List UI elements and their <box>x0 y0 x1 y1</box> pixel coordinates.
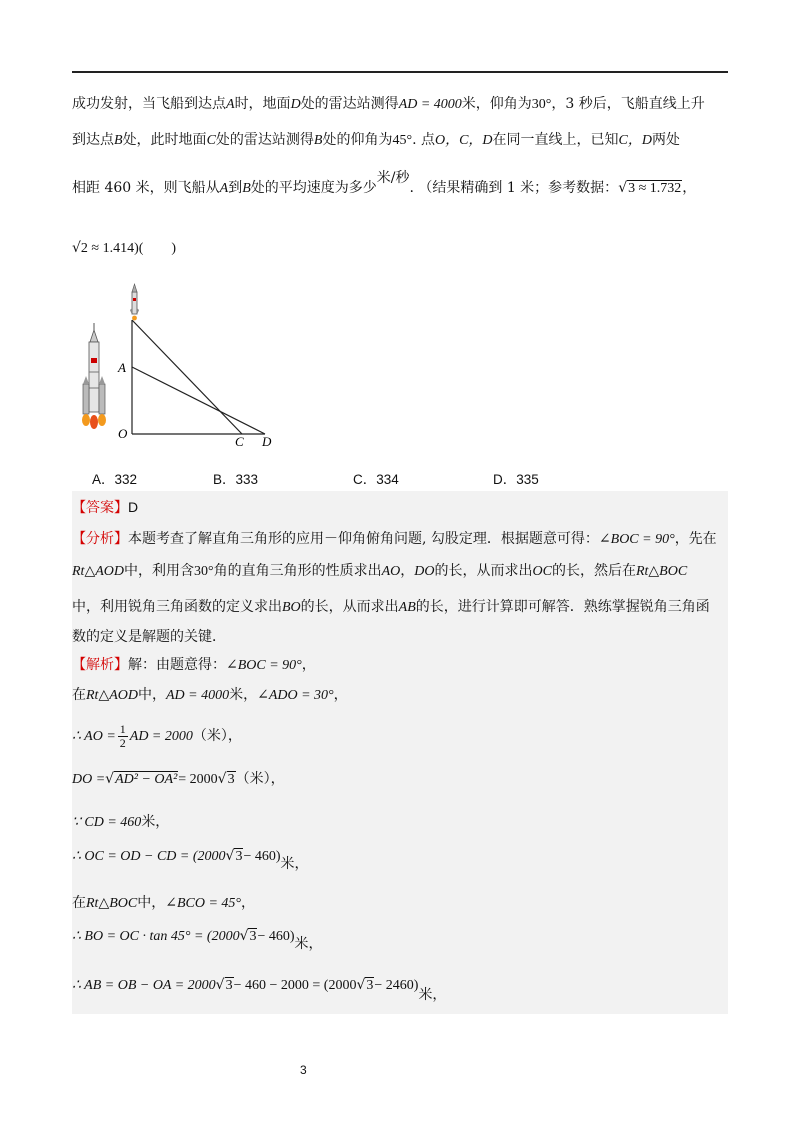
text: 的长，从而求出 <box>300 599 399 615</box>
math: AB <box>398 600 416 615</box>
math: = 2000 <box>178 772 218 787</box>
option-b[interactable]: B．333 <box>213 472 259 487</box>
text: 的长，从而求出 <box>434 563 533 579</box>
radicand: 3 <box>366 978 374 993</box>
solution-line-5 <box>72 812 169 833</box>
answer-line <box>72 497 138 518</box>
math: ∵ CD = 460 <box>72 815 142 830</box>
sqrt-symbol: √ <box>356 977 366 993</box>
solution-line-3 <box>72 722 242 751</box>
label-o: O <box>118 426 128 441</box>
text: . （结果精确到 1 米；参考数据： <box>409 180 619 196</box>
text: ，3 秒后，飞船直线上升 <box>551 96 705 112</box>
text: 中， <box>137 687 166 703</box>
math: ∴ AO = <box>72 729 116 744</box>
sqrt2-value: 2 ≈ 1.414)( ) <box>80 241 177 256</box>
problem-line-1 <box>72 94 705 115</box>
option-d[interactable]: D．335 <box>493 472 539 487</box>
text: . 点 <box>412 132 435 148</box>
text: 米，仰角为 <box>461 96 532 112</box>
point-c: C <box>206 133 216 148</box>
text: 在 <box>72 895 86 911</box>
math: BO <box>282 600 301 615</box>
option-c[interactable]: C．334 <box>353 472 399 487</box>
text: 处的仰角为 <box>322 132 393 148</box>
solution-line-1 <box>72 655 316 676</box>
math: ∠ADO = 30° <box>257 688 334 703</box>
math: ∴ OC = OD − CD = (2000 <box>72 849 226 864</box>
solution-line-8 <box>72 926 323 952</box>
text: 米， <box>418 987 447 1003</box>
problem-line-4 <box>72 238 176 259</box>
analysis-line-1 <box>72 529 717 550</box>
sqrt-symbol: √ <box>239 928 249 944</box>
small-rocket-icon <box>130 284 139 320</box>
point-b: B <box>114 133 123 148</box>
denominator: 2 <box>119 735 126 750</box>
angle-30: 30° <box>531 97 552 112</box>
math: AO <box>381 564 401 579</box>
math: Rt△AOD <box>72 564 124 579</box>
math: Rt△BOC <box>86 896 138 911</box>
text: 中， <box>137 895 166 911</box>
label-c: C <box>235 434 244 449</box>
text: 米， <box>294 936 323 952</box>
text: 角的直角三角形的性质求出 <box>213 563 382 579</box>
math: − 460) <box>243 849 281 864</box>
text: 成功发射，当飞船到达点 <box>72 96 226 112</box>
text: 两处 <box>652 132 680 148</box>
unit-speed: 米/秒 <box>376 170 410 186</box>
geometry-figure <box>72 280 292 450</box>
radicand: 3 <box>235 849 243 864</box>
fraction-one-half <box>118 723 128 750</box>
text: ， <box>301 657 316 673</box>
numerator: 1 <box>119 721 126 736</box>
text: 处，此时地面 <box>122 132 207 148</box>
sqrt-symbol: √ <box>215 977 225 993</box>
math: OC <box>532 564 552 579</box>
ad-equation: AD = 4000 <box>398 97 462 112</box>
text: ，先在 <box>674 531 717 547</box>
math: Rt△BOC <box>635 564 688 579</box>
answer-value: D <box>128 499 139 515</box>
label-d: D <box>262 434 272 449</box>
points-ocd: O，C，D <box>434 133 493 148</box>
answer-tag: 【答案】 <box>72 500 128 516</box>
text: ， <box>241 895 255 911</box>
text: 处的雷达站测得 <box>300 96 399 112</box>
label-a: A <box>118 360 126 375</box>
header-rule <box>72 71 728 73</box>
solution-line-6 <box>72 846 309 872</box>
text: ， <box>400 563 415 579</box>
problem-line-3: 相距 460 米，则飞船从A到B处的平均速度为多少米/秒. （结果精确到 1 米；参考数据：√3 ≈ 1.732， <box>72 170 697 196</box>
analysis-tag: 【分析】 <box>72 531 128 547</box>
text: ， <box>333 687 348 703</box>
math: − 460) <box>257 929 295 944</box>
radicand: 3 <box>227 772 235 787</box>
text: 中，利用锐角三角函数的定义求出 <box>72 599 282 615</box>
text: 中，利用含 <box>123 563 194 579</box>
radicand: 3 <box>249 929 257 944</box>
math: − 2460) <box>374 978 419 993</box>
text: （米）， <box>192 728 242 744</box>
text: 的长，进行计算即可解答．熟练掌握锐角三角函 <box>415 599 710 615</box>
point-a: A <box>219 181 229 196</box>
point-a: A <box>226 97 235 112</box>
text: （米）， <box>235 771 285 787</box>
solution-line-2 <box>72 685 348 706</box>
text: 米， <box>280 856 309 872</box>
point-b: B <box>313 133 323 148</box>
math: AD = 2000 <box>129 729 193 744</box>
text: 本题考查了解直角三角形的应用－仰角俯角问题, 勾股定理．根据题意可得： <box>128 531 599 547</box>
sqrt-symbol: √ <box>217 771 227 787</box>
problem-line-2 <box>72 130 680 151</box>
point-d: D <box>290 97 301 112</box>
sqrt-symbol: √ <box>72 240 81 256</box>
text: 到 <box>228 180 243 196</box>
text: 处的雷达站测得 <box>215 132 314 148</box>
sqrt-symbol: √ <box>105 771 115 787</box>
math: ∠BCO = 45° <box>165 896 241 911</box>
text: 米， <box>141 814 170 830</box>
text: 解：由题意得： <box>128 657 226 673</box>
analysis-line-4 <box>72 627 226 647</box>
text: 的长，然后在 <box>551 563 636 579</box>
math: DO <box>414 564 435 579</box>
solution-line-4 <box>72 766 285 793</box>
points-cd: C，D <box>618 133 652 148</box>
radicand: AD² − OA² <box>115 772 178 787</box>
solution-line-7 <box>72 893 255 914</box>
solution-tag: 【解析】 <box>72 657 128 673</box>
text: 到达点 <box>72 132 114 148</box>
page-number: 3 <box>300 1063 307 1077</box>
solution-line-9 <box>72 975 447 1003</box>
sqrt-symbol: √ <box>225 848 235 864</box>
text: 在 <box>72 687 86 703</box>
text: 在同一直线上，已知 <box>492 132 619 148</box>
radicand: 3 <box>225 978 233 993</box>
math: 30° <box>193 564 214 579</box>
math: DO = <box>72 772 106 787</box>
sqrt-symbol: √ <box>618 180 628 196</box>
math: − 460 − 2000 = (2000 <box>233 978 357 993</box>
analysis-line-3 <box>72 597 710 618</box>
analysis-line-2 <box>72 561 687 582</box>
math: ∴ AB = OB − OA = 2000 <box>72 978 216 993</box>
line-bc <box>132 320 242 434</box>
rocket-icon <box>82 323 106 429</box>
math: Rt△AOD <box>86 688 138 703</box>
math: AD = 4000 <box>165 688 230 703</box>
text: 时，地面 <box>234 96 291 112</box>
option-a[interactable]: A．332 <box>92 472 138 487</box>
sqrt3-value: 3 ≈ 1.732 <box>628 181 682 196</box>
math: ∠BOC = 90° <box>226 658 302 673</box>
text: 米， <box>229 687 258 703</box>
text: 数的定义是解题的关键． <box>72 629 226 645</box>
math: ∴ BO = OC · tan 45° = (2000 <box>72 929 240 944</box>
angle-45: 45° <box>392 133 413 148</box>
text: 处的平均速度为多少 <box>250 180 377 196</box>
line-ad <box>132 367 265 434</box>
math: ∠BOC = 90° <box>598 532 675 547</box>
point-b: B <box>242 181 251 196</box>
text: 相距 460 米，则飞船从 <box>72 180 220 196</box>
